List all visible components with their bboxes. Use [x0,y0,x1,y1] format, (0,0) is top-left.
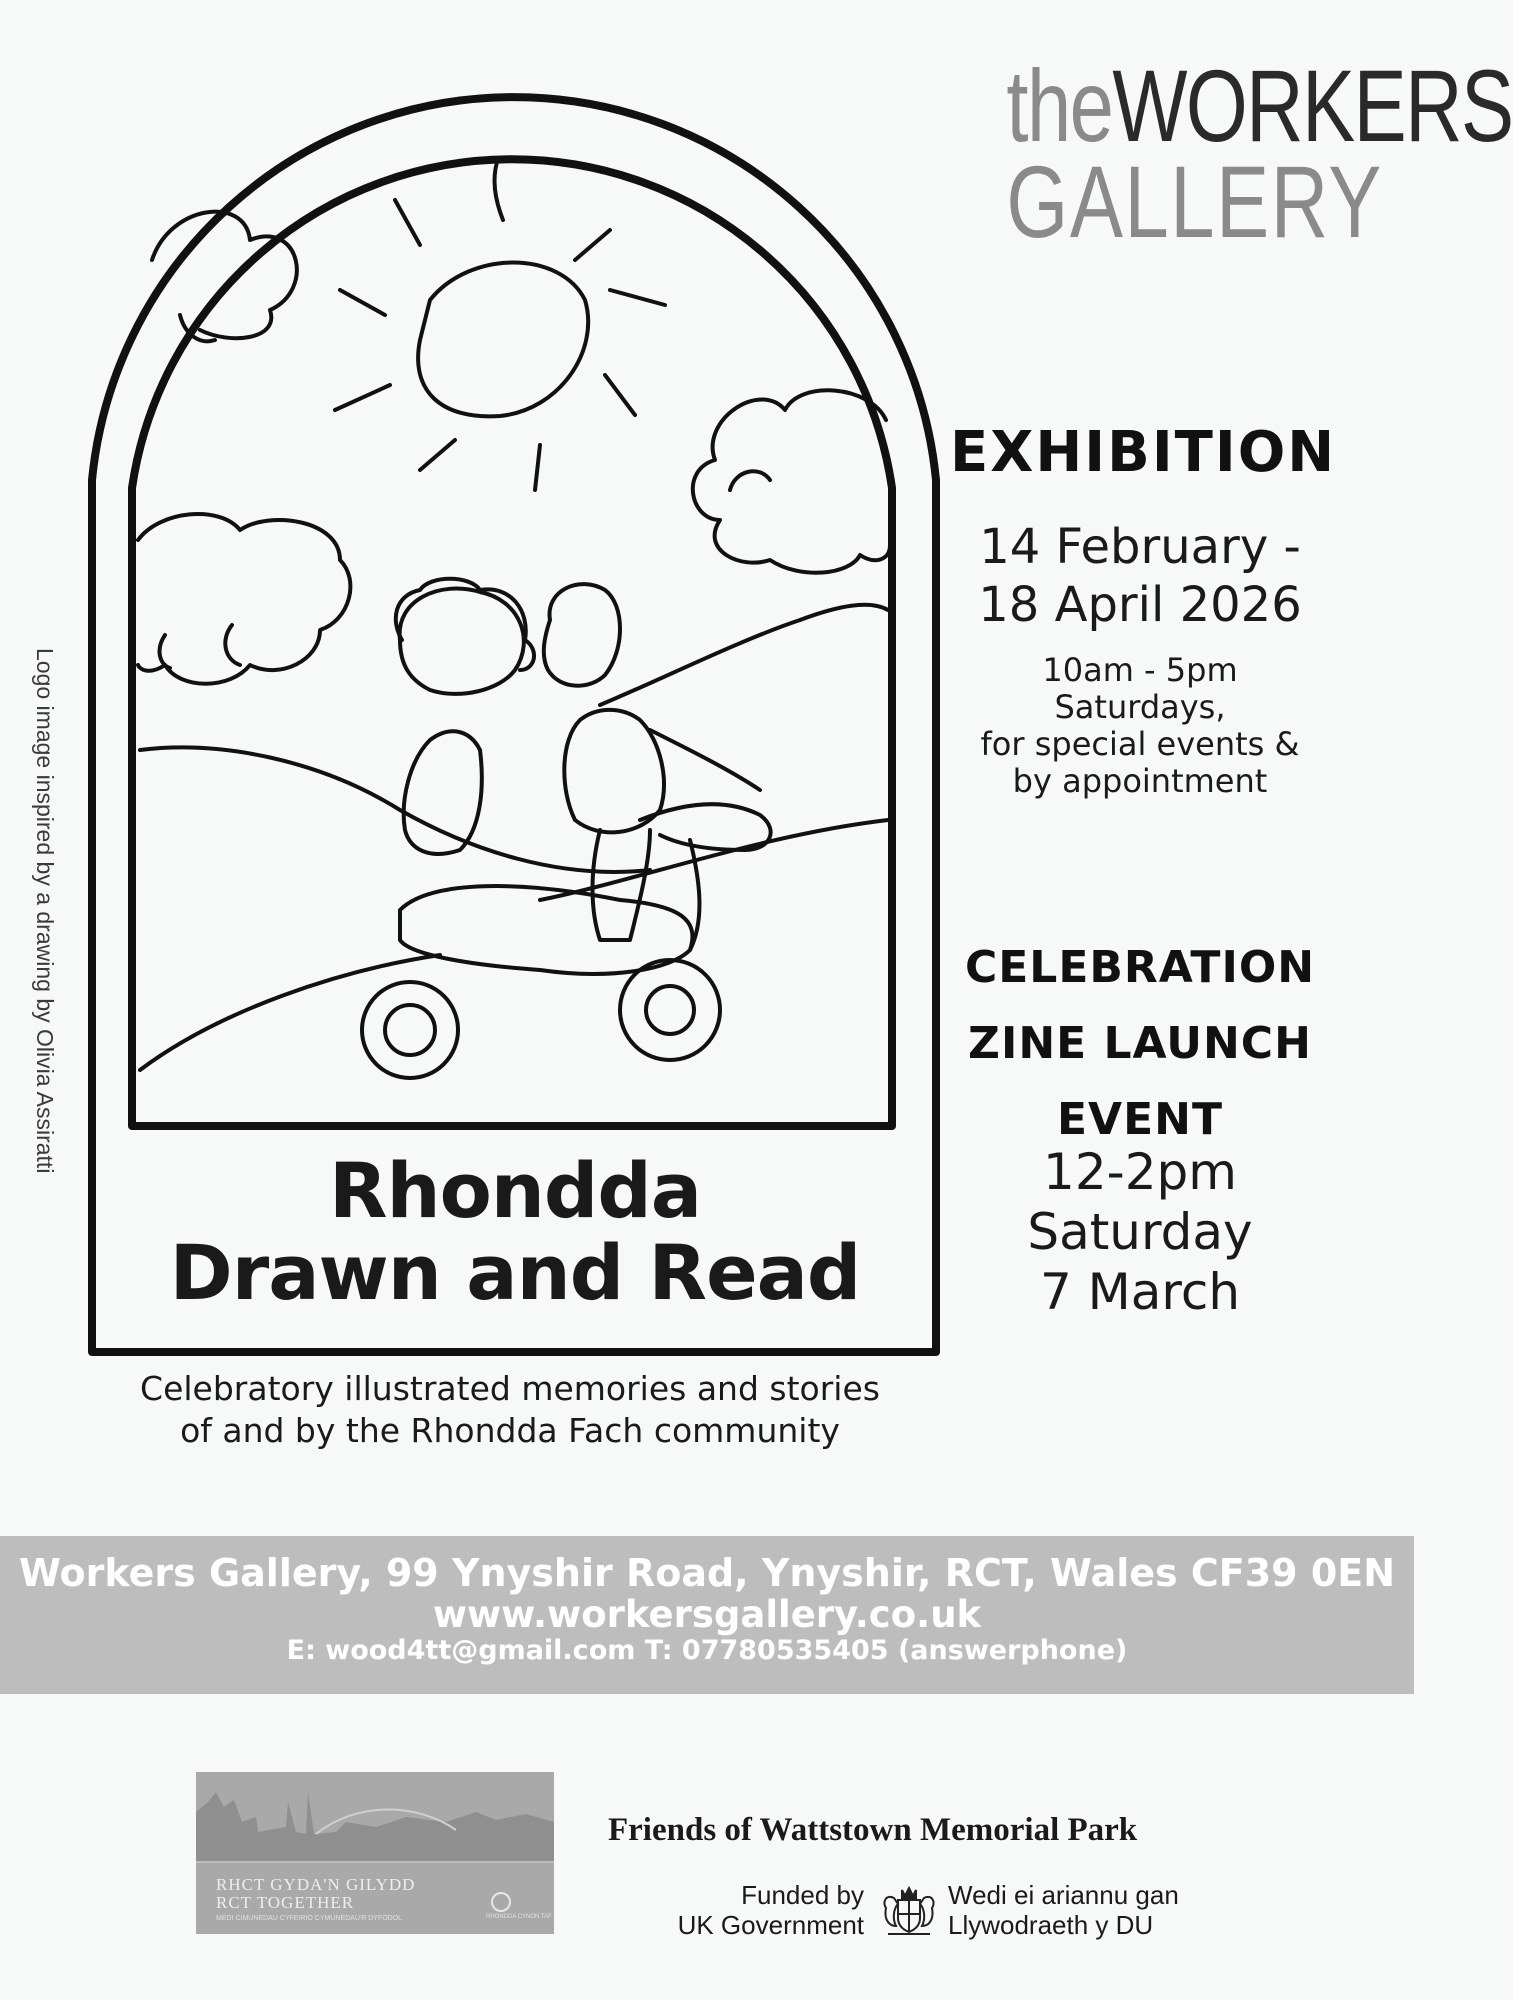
celebration-day: Saturday [1027,1203,1253,1261]
cloud-drawing [225,625,240,665]
hours-line-4: by appointment [1012,762,1268,800]
hours-line-2: Saturdays, [1054,688,1226,726]
friends-of-wattstown-text: Friends of Wattstown Memorial Park [608,1812,1138,1848]
exhibition-dates [950,518,1330,634]
celebration-line-3: EVENT [1056,1094,1223,1145]
title-line-1: Rhondda [328,1146,702,1235]
sun-ray [340,290,385,315]
sun-ray [575,230,610,260]
exhibition-hours [950,652,1330,800]
funded-by-welsh: Wedi ei ariannu gan Llywodraeth y DU [948,1880,1179,1940]
sun-ray [335,385,390,410]
scooter-wheel-front-hub [646,986,694,1034]
gallery-website-link[interactable]: www.workersgallery.co.uk [432,1593,982,1636]
cloud-drawing [693,390,890,572]
subtitle-line-1: Celebratory illustrated memories and stories [140,1369,880,1408]
scooter-wheel-back-hub [385,1005,435,1055]
person-right-head [544,584,620,686]
sun-ray [605,375,635,415]
celebration-time [950,1142,1330,1322]
image-credit [28,648,68,1288]
celebration-heading [950,930,1330,1158]
exhibition-subtitle [60,1368,960,1452]
cloud-drawing [152,212,297,339]
rct-small-text: MEDI CIMUNEDAU CYFEIRIO CYMUNEDAU'R DYFODOL [216,1915,403,1922]
exhibition-dates-line-1: 14 February - [979,519,1301,575]
person-right-arm [650,730,760,790]
rct-welsh-text: RHCT GYDA'N GILYDD RCT TOGETHER [216,1875,416,1912]
image-credit-text: Logo image inspired by a drawing by Olivia Assiratti [32,648,58,1174]
hours-line-3: for special events & [980,725,1300,763]
rct-together-logo [196,1772,554,1934]
rct-badge-text: RHONDDA CYNON TAF [486,1914,552,1920]
person-left-hair [396,579,534,670]
person-left-body [404,731,482,854]
logo-the: the [1006,49,1113,163]
sun-ray [535,445,540,490]
royal-crest-icon [878,1878,940,1940]
scooter-handlebar [640,804,771,850]
cloud-drawing [160,635,170,668]
logo-gallery: GALLERY [1006,145,1383,259]
exhibition-title [100,1146,930,1317]
celebration-hours: 12-2pm [1043,1143,1237,1201]
scooter-wheel-front [620,960,720,1060]
hill-drawing [600,605,888,705]
celebration-line-2: ZINE LAUNCH [968,1018,1312,1069]
sun-ray [420,440,455,470]
sun-ray [610,290,665,305]
sun-ray [395,200,420,245]
gallery-address: Workers Gallery, 99 Ynyshir Road, Ynyshir, RCT, Wales CF39 0EN [18,1551,1396,1595]
celebration-date: 7 March [1039,1263,1241,1321]
inner-arch-window [132,159,892,1126]
exhibition-heading: EXHIBITION [950,420,1337,485]
subtitle-line-2: of and by the Rhondda Fach community [180,1411,840,1450]
sun-drawing [418,263,588,417]
cloud-drawing [138,514,350,684]
cloud-drawing [730,471,770,490]
sun-ray [495,162,503,220]
person-right-body [564,710,664,832]
contact-band [0,1536,1414,1694]
celebration-line-1: CELEBRATION [964,942,1316,993]
gallery-contact: E: wood4tt@gmail.com T: 07780535405 (answerphone) [286,1635,1128,1666]
scooter-wheel-back [362,982,458,1078]
exhibition-dates-line-2: 18 April 2026 [978,577,1302,633]
logo-workers: WORKERS [1112,49,1513,163]
hours-line-1: 10am - 5pm [1042,651,1238,689]
hill-drawing [140,748,650,872]
funded-by-english: Funded by UK Government [677,1880,864,1940]
person-left-head [400,589,524,694]
title-line-2: Drawn and Read [169,1228,861,1317]
